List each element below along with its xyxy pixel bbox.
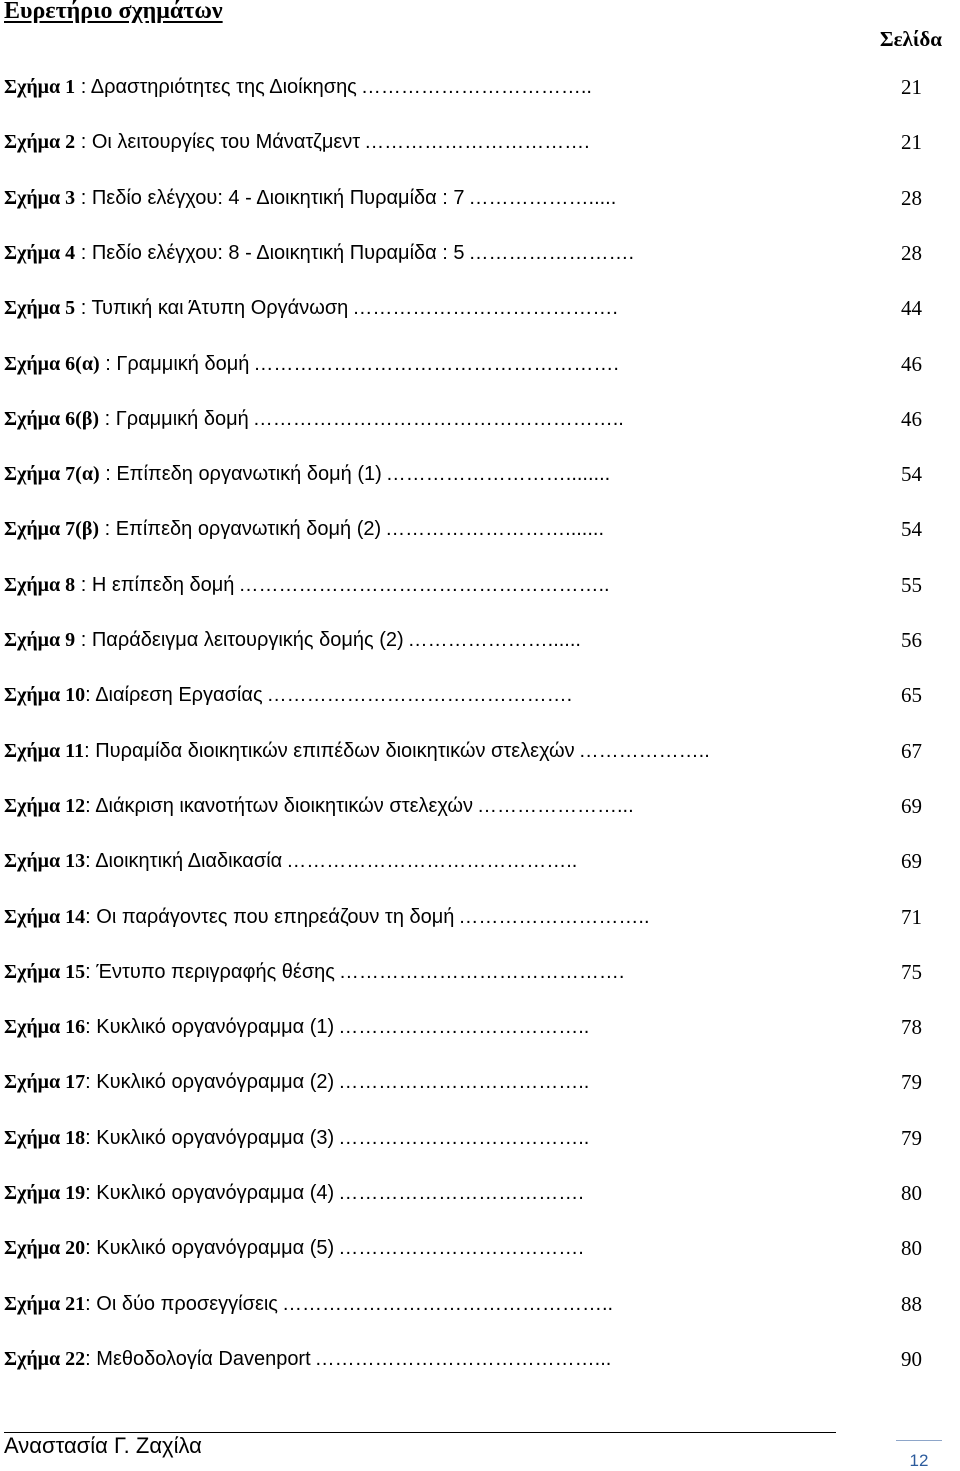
figure-label: Σχήμα 2 [4, 131, 76, 153]
toc-entry-caption [4, 512, 864, 546]
figure-title: Διάκριση ικανοτήτων διοικητικών στελεχών [95, 795, 473, 817]
dot-leader: ………………………....... [385, 518, 605, 540]
dot-leader: ……………………………….. [338, 1016, 590, 1038]
figure-title: Πυραμίδα διοικητικών επιπέδων διοικητικών στελεχών [95, 740, 575, 762]
dot-leader: …………………………………. [352, 297, 618, 319]
toc-entry[interactable] [4, 457, 922, 491]
figure-title: Πεδίο ελέγχου: 8 - Διοικητική Πυραμίδα : 5 [91, 242, 465, 264]
dot-leader: ……………………………………………….. [238, 574, 610, 596]
separator: : [85, 795, 96, 817]
figure-label: Σχήμα 7(β) [4, 518, 100, 540]
dot-leader: ………………………………………. [266, 684, 573, 706]
page-ref: 90 [901, 1347, 922, 1371]
dot-leader: ………………………………………….. [281, 1293, 614, 1315]
page-ref: 71 [901, 905, 922, 929]
toc-entry[interactable] [4, 1010, 922, 1044]
toc-entry[interactable] [4, 1176, 922, 1210]
toc-entry[interactable] [4, 402, 922, 436]
page-ref: 88 [901, 1292, 922, 1316]
page-ref: 55 [901, 573, 922, 597]
figure-label: Σχήμα 15 [4, 961, 86, 983]
figure-title: Έντυπο περιγραφής θέσης [96, 961, 335, 983]
toc-entry[interactable] [4, 1065, 922, 1099]
separator: : [75, 187, 92, 209]
separator: : [85, 1237, 97, 1259]
page-number-box [896, 1440, 942, 1471]
dot-leader: …………………... [477, 795, 634, 817]
figure-label: Σχήμα 9 [4, 629, 76, 651]
page-ref: 65 [901, 683, 922, 707]
figure-label: Σχήμα 16 [4, 1016, 86, 1038]
toc-entry-caption [4, 734, 864, 768]
dot-leader: …………………………….. [360, 76, 592, 98]
separator: : [85, 1182, 97, 1204]
toc-entry-caption [4, 1010, 864, 1044]
separator: : [85, 1348, 97, 1370]
toc-entry[interactable] [4, 1231, 922, 1265]
figure-label: Σχήμα 17 [4, 1071, 86, 1093]
page-ref: 46 [901, 407, 922, 431]
toc-entry-caption [4, 1342, 864, 1376]
figure-title: Οι λειτουργίες του Μάνατζμεντ [91, 131, 361, 153]
separator: : [75, 242, 92, 264]
page-ref: 80 [901, 1236, 922, 1260]
toc-entry[interactable] [4, 623, 922, 657]
separator: : [84, 740, 96, 762]
page-ref: 75 [901, 960, 922, 984]
footer-author: Αναστασία Γ. Ζαχίλα [4, 1433, 202, 1458]
toc-entry-caption [4, 1176, 864, 1210]
figure-title: Κυκλικό οργανόγραμμα (4) [96, 1182, 335, 1204]
page-ref: 28 [901, 241, 922, 265]
toc-entry-caption [4, 844, 864, 878]
toc-entry[interactable] [4, 512, 922, 546]
dot-leader: ……………….. [578, 740, 710, 762]
separator: : [85, 906, 97, 928]
separator: : [75, 76, 91, 98]
toc-entry[interactable] [4, 70, 922, 104]
dot-leader: ……………………………. [364, 131, 590, 153]
separator: : [99, 463, 117, 485]
dot-leader: ……………………………………. [338, 961, 625, 983]
toc-entry[interactable] [4, 844, 922, 878]
toc-entry-caption [4, 623, 864, 657]
page-ref: 21 [901, 75, 922, 99]
toc-entry[interactable] [4, 1342, 922, 1376]
toc-entry-caption [4, 1121, 864, 1155]
page-ref: 54 [901, 517, 922, 541]
dot-leader: ……………………. [468, 242, 635, 264]
dot-leader: ……………………………………………….. [252, 408, 624, 430]
separator: : [99, 518, 116, 540]
figure-title: Κυκλικό οργανόγραμμα (1) [96, 1016, 335, 1038]
toc-entry-caption [4, 70, 864, 104]
page-ref: 46 [901, 352, 922, 376]
figure-label: Σχήμα 20 [4, 1237, 86, 1259]
toc-entry-caption [4, 347, 864, 381]
page-ref: 80 [901, 1181, 922, 1205]
figure-title: Γραμμική δομή [115, 408, 249, 430]
figure-label: Σχήμα 19 [4, 1182, 86, 1204]
toc-entry-caption [4, 955, 864, 989]
figure-label: Σχήμα 12 [4, 795, 86, 817]
figure-title: Κυκλικό οργανόγραμμα (2) [96, 1071, 335, 1093]
figure-title: Κυκλικό οργανόγραμμα (5) [96, 1237, 335, 1259]
figure-label: Σχήμα 1 [4, 76, 76, 98]
dot-leader: ……………………………….. [338, 1071, 590, 1093]
figure-label: Σχήμα 11 [4, 740, 85, 762]
dot-leader: …………………...... [407, 629, 581, 651]
toc-entry-caption [4, 236, 864, 270]
figure-title: Επίπεδη οργανωτική δομή (1) [116, 463, 382, 485]
figure-title: Οι δύο προσεγγίσεις [96, 1293, 278, 1315]
dot-leader: ……………………………………... [314, 1348, 612, 1370]
toc-entry[interactable] [4, 236, 922, 270]
toc-entry-caption [4, 900, 864, 934]
dot-leader: ……………………………….. [338, 1127, 590, 1149]
toc-entry[interactable] [4, 678, 922, 712]
figure-title: Πεδίο ελέγχου: 4 - Διοικητική Πυραμίδα : 7 [91, 187, 465, 209]
dot-leader: ………………..... [468, 187, 617, 209]
toc-entry[interactable] [4, 291, 922, 325]
page-ref: 54 [901, 462, 922, 486]
figure-title: Γραμμική δομή [116, 353, 250, 375]
separator: : [75, 574, 92, 596]
toc-entry-caption [4, 1231, 864, 1265]
figure-label: Σχήμα 13 [4, 850, 86, 872]
toc-entry-caption [4, 402, 864, 436]
figure-label: Σχήμα 22 [4, 1348, 86, 1370]
dot-leader: ……………………….. [458, 906, 650, 928]
dot-leader: ………………………………. [338, 1237, 584, 1259]
page-ref: 28 [901, 186, 922, 210]
toc-entry[interactable] [4, 734, 922, 768]
figure-title: Οι παράγοντες που επηρεάζουν τη δομή [96, 906, 455, 928]
figure-label: Σχήμα 5 [4, 297, 76, 319]
separator: : [99, 353, 117, 375]
figure-title: Παράδειγμα λειτουργικής δομής (2) [91, 629, 404, 651]
page-title: Ευρετήριο σχημάτων [4, 0, 223, 24]
figure-label: Σχήμα 21 [4, 1293, 86, 1315]
figure-title: Τυπική και Άτυπη Οργάνωση [91, 297, 349, 319]
toc-entry[interactable] [4, 955, 922, 989]
figure-title: Διαίρεση Εργασίας [95, 684, 263, 706]
toc-entry[interactable] [4, 900, 922, 934]
toc-entry-caption [4, 1287, 864, 1321]
separator: : [85, 684, 96, 706]
page-column-header: Σελίδα [879, 27, 942, 51]
figure-label: Σχήμα 7(α) [4, 463, 100, 485]
separator: : [85, 1293, 97, 1315]
separator: : [75, 629, 92, 651]
toc-entry[interactable] [4, 125, 922, 159]
dot-leader: ………………………………………………. [253, 353, 619, 375]
toc-entry-caption [4, 789, 864, 823]
page-ref: 21 [901, 130, 922, 154]
figure-label: Σχήμα 14 [4, 906, 86, 928]
toc-entry[interactable] [4, 568, 922, 602]
separator: : [99, 408, 116, 430]
toc-entry-caption [4, 181, 864, 215]
toc-entry-caption [4, 457, 864, 491]
figure-title: Κυκλικό οργανόγραμμα (3) [96, 1127, 335, 1149]
page-ref: 78 [901, 1015, 922, 1039]
page-ref: 56 [901, 628, 922, 652]
page-ref: 67 [901, 739, 922, 763]
figure-title: Επίπεδη οργανωτική δομή (2) [115, 518, 382, 540]
page-ref: 69 [901, 849, 922, 873]
toc-entry[interactable] [4, 1287, 922, 1321]
page-ref: 44 [901, 296, 922, 320]
figure-title: Μεθοδολογία Davenport [96, 1348, 311, 1370]
separator: : [85, 1127, 97, 1149]
figure-title: Η επίπεδη δομή [91, 574, 235, 596]
page-ref: 69 [901, 794, 922, 818]
separator: : [85, 1016, 97, 1038]
separator: : [85, 961, 97, 983]
dot-leader: ………………………........ [385, 463, 611, 485]
figure-label: Σχήμα 4 [4, 242, 76, 264]
separator: : [75, 131, 92, 153]
toc-entry-caption [4, 125, 864, 159]
toc-entry-caption [4, 678, 864, 712]
figure-label: Σχήμα 10 [4, 684, 86, 706]
dot-leader: …………………………………….. [286, 850, 578, 872]
figure-label: Σχήμα 3 [4, 187, 76, 209]
toc-entry-caption [4, 291, 864, 325]
separator: : [85, 1071, 97, 1093]
figure-title: Διοικητική Διαδικασία [95, 850, 283, 872]
toc-entry-caption [4, 568, 864, 602]
separator: : [85, 850, 96, 872]
figure-label: Σχήμα 18 [4, 1127, 86, 1149]
page-number: 12 [909, 1451, 929, 1470]
dot-leader: ………………………………. [338, 1182, 584, 1204]
separator: : [75, 297, 92, 319]
toc-entry[interactable] [4, 789, 922, 823]
toc-entry[interactable] [4, 181, 922, 215]
toc-entry-caption [4, 1065, 864, 1099]
page-ref: 79 [901, 1126, 922, 1150]
page-ref: 79 [901, 1070, 922, 1094]
figure-title: Δραστηριότητες της Διοίκησης [90, 76, 357, 98]
figure-label: Σχήμα 6(α) [4, 353, 100, 375]
toc-entry[interactable] [4, 1121, 922, 1155]
figure-label: Σχήμα 8 [4, 574, 76, 596]
figure-label: Σχήμα 6(β) [4, 408, 100, 430]
toc-entry[interactable] [4, 347, 922, 381]
